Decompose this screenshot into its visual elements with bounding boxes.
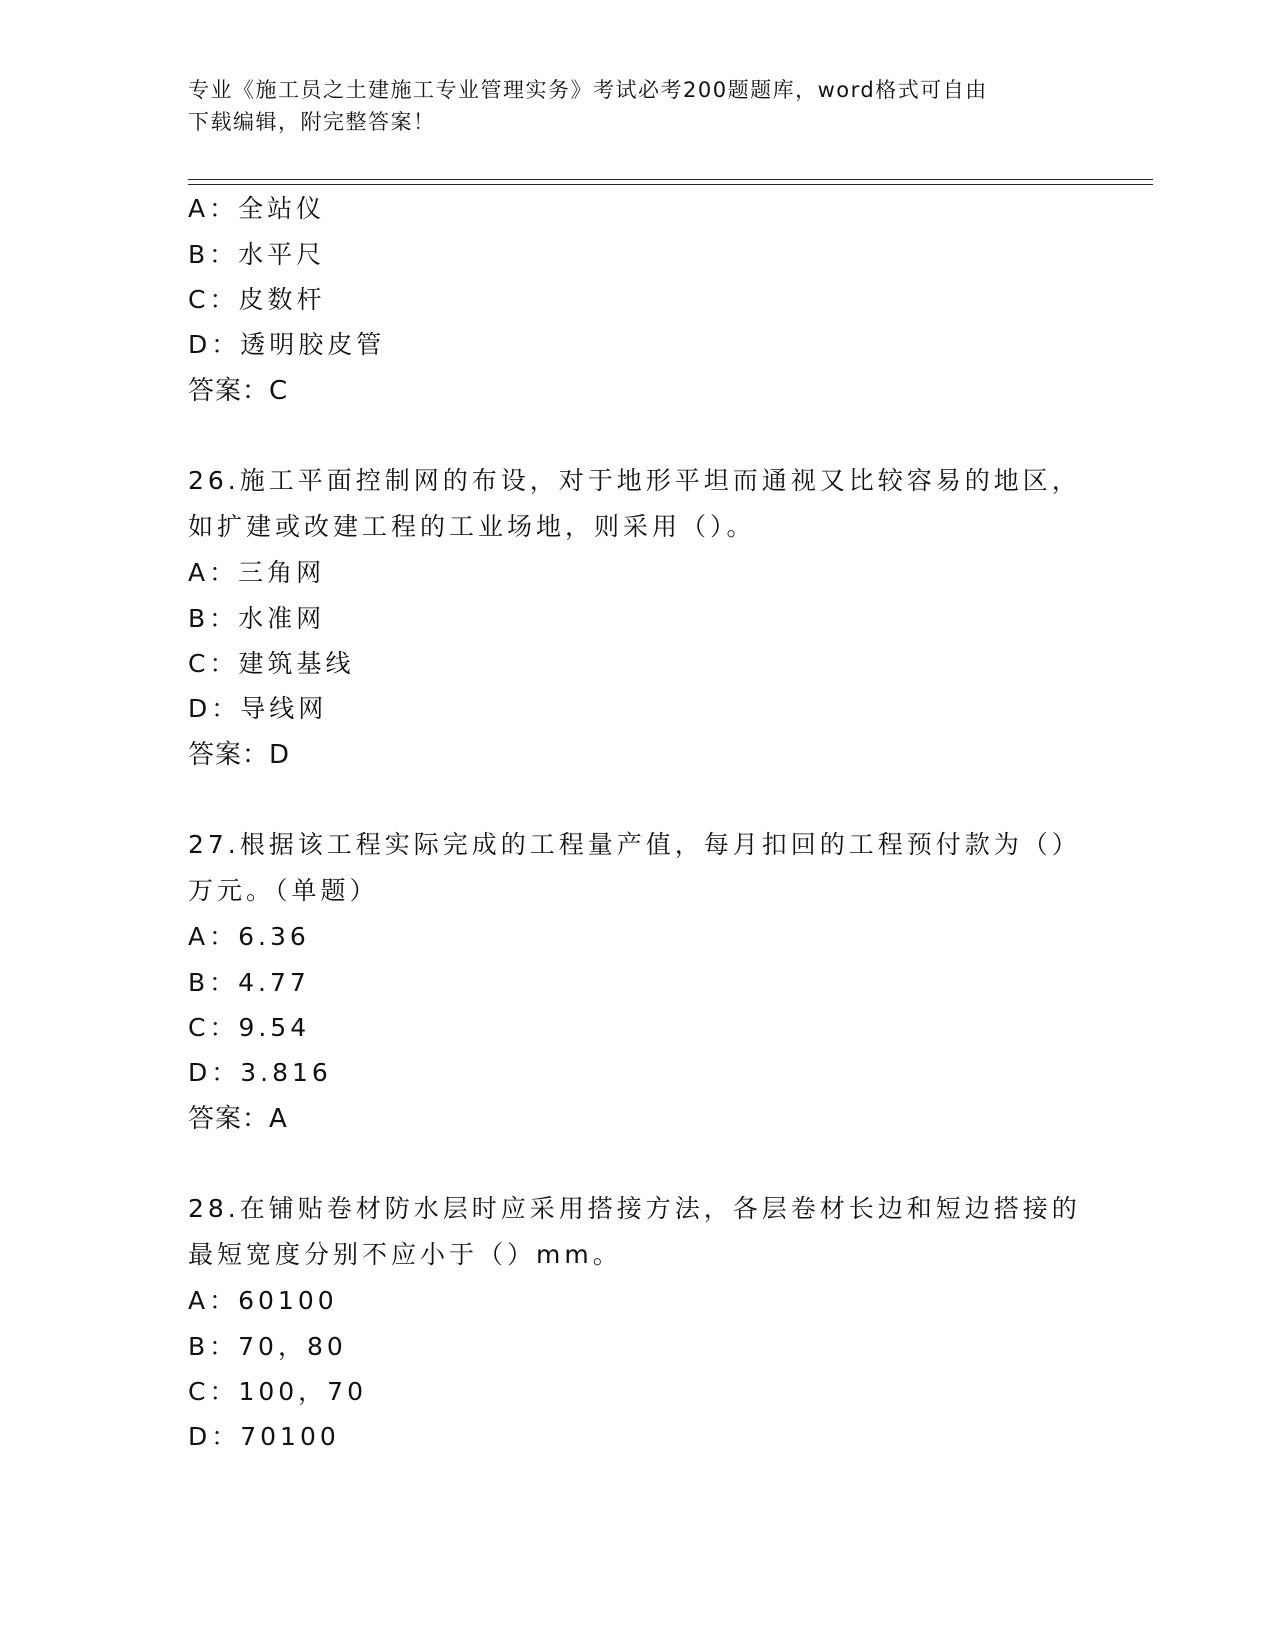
q26-option-c: C：建筑基线 bbox=[188, 649, 355, 678]
q28-stem-line-1: 28.在铺贴卷材防水层时应采用搭接方法，各层卷材长边和短边搭接的 bbox=[188, 1194, 1081, 1223]
q28-option-a: A：60100 bbox=[188, 1286, 338, 1315]
q28-option-b: B：70，80 bbox=[188, 1332, 347, 1361]
q28-stem-line-2: 最短宽度分别不应小于（）mm。 bbox=[188, 1240, 622, 1269]
q28-option-c: C：100，70 bbox=[188, 1377, 367, 1406]
q26-stem-line-2: 如扩建或改建工程的工业场地，则采用（）。 bbox=[188, 512, 756, 541]
q27-option-c: C：9.54 bbox=[188, 1013, 311, 1042]
q25-option-b: B：水平尺 bbox=[188, 240, 326, 269]
q27-option-b: B：4.77 bbox=[188, 968, 310, 997]
q26-stem-line-1: 26.施工平面控制网的布设，对于地形平坦而通视又比较容易的地区， bbox=[188, 466, 1081, 495]
q27-option-d: D：3.816 bbox=[188, 1058, 332, 1087]
q27-option-a: A：6.36 bbox=[188, 922, 310, 951]
document-header bbox=[188, 74, 1088, 138]
q26-option-a: A：三角网 bbox=[188, 558, 326, 587]
header-rule-top bbox=[188, 179, 1153, 180]
q27-stem bbox=[188, 822, 1088, 914]
q25-option-d: D：透明胶皮管 bbox=[188, 330, 386, 359]
q27-stem-line-1: 27.根据该工程实际完成的工程量产值，每月扣回的工程预付款为（） bbox=[188, 830, 1081, 859]
q25-answer: 答案：C bbox=[188, 376, 289, 406]
q25-option-a: A：全站仪 bbox=[188, 194, 326, 223]
header-line-1: 专业《施工员之土建施工专业管理实务》考试必考200题题库，word格式可自由 bbox=[188, 78, 988, 102]
q26-option-d: D：导线网 bbox=[188, 694, 328, 723]
header-rule-bottom bbox=[188, 184, 1153, 185]
q28-stem bbox=[188, 1186, 1088, 1278]
q26-option-b: B：水准网 bbox=[188, 604, 326, 633]
q25-option-c: C：皮数杆 bbox=[188, 285, 326, 314]
q26-answer: 答案：D bbox=[188, 740, 291, 770]
q27-stem-line-2: 万元。（单题） bbox=[188, 876, 379, 905]
header-line-2: 下载编辑，附完整答案！ bbox=[188, 110, 436, 134]
q27-answer: 答案：A bbox=[188, 1104, 288, 1134]
q28-option-d: D：70100 bbox=[188, 1422, 340, 1451]
q26-stem bbox=[188, 458, 1088, 550]
